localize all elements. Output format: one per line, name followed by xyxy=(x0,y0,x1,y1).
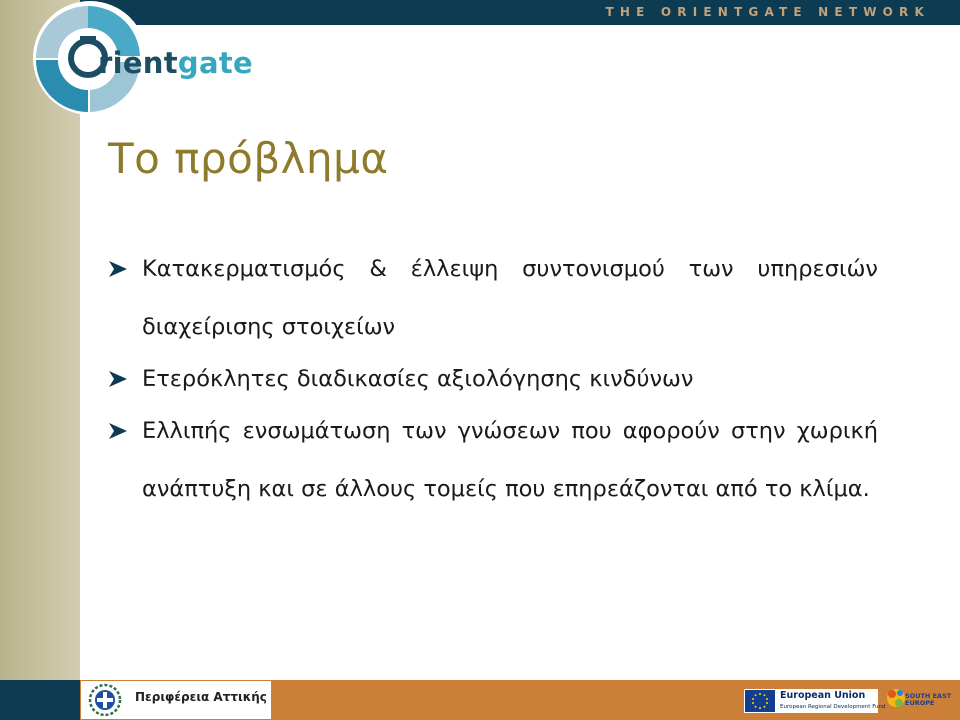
slide-title: Το πρόβλημα xyxy=(108,134,389,183)
see-label-line-1: SOUTH EAST xyxy=(905,692,952,700)
bullet-text: Ελλιπής ενσωμάτωση των γνώσεων που αφορούν στην χωρική ανάπτυξη και σε άλλους τομείς που επηρεάζονται από το κλίμα. xyxy=(142,418,878,502)
eu-sublabel: European Regional Development Fund xyxy=(780,704,886,710)
bullet-text: Ετερόκλητες διαδικασίες αξιολόγησης κινδύνων xyxy=(142,366,694,392)
region-label: Περιφέρεια Αττικής xyxy=(135,690,267,704)
see-label-line-2: EUROPE xyxy=(905,699,935,707)
bullet-list xyxy=(108,240,878,512)
network-label: THE ORIENTGATE NETWORK xyxy=(605,5,930,19)
bullet-text: Κατακερματισμός & έλλειψη συντονισμού των υπηρεσιών διαχείρισης στοιχείων xyxy=(142,256,878,340)
logo-word-main: rient xyxy=(98,46,178,80)
logo-word-accent: gate xyxy=(177,46,253,80)
bullet-item xyxy=(108,350,878,408)
eu-flag-icon xyxy=(745,690,775,712)
arrow-bullet-icon xyxy=(108,260,128,278)
arrow-bullet-icon xyxy=(108,422,128,440)
eu-label: European Union xyxy=(780,690,866,701)
bullet-item xyxy=(108,240,878,356)
footer-left-block xyxy=(0,680,80,720)
greek-cross-emblem-icon xyxy=(88,683,122,717)
arrow-bullet-icon xyxy=(108,370,128,388)
see-label xyxy=(905,693,951,707)
logo-wordmark xyxy=(70,46,253,80)
bullet-item xyxy=(108,402,878,518)
